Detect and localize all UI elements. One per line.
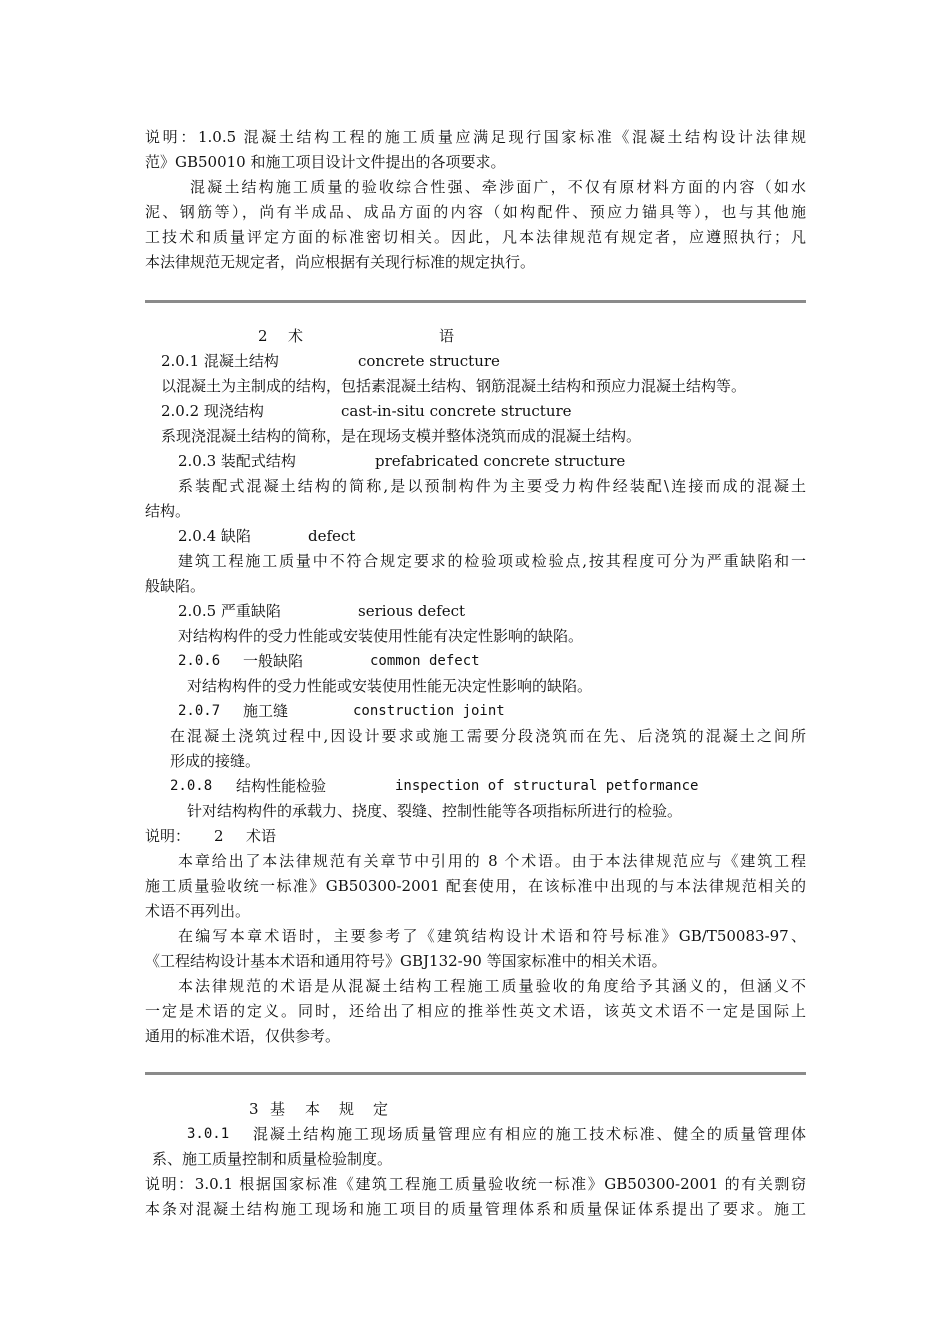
term-2-0-1-definition: 以混凝土为主制成的结构，包括素混凝土结构、钢筋混凝土结构和预应力混凝土结构等。 <box>161 377 747 395</box>
section-divider <box>145 1072 806 1075</box>
note-paragraph-line: 通用的标准术语，仅供参考。 <box>145 1027 341 1045</box>
section-2-heading-char: 术 <box>288 327 304 345</box>
note-section-title: 术语 <box>246 827 277 845</box>
term-2-0-2-definition: 系现浇混凝土结构的简称，是在现场支模并整体浇筑而成的混凝土结构。 <box>161 427 642 445</box>
term-2-0-7-definition-cont: 形成的接缝。 <box>170 752 261 770</box>
term-2-0-8-english: inspection of structural petformance <box>395 778 699 794</box>
paragraph-line: 本法律规范无规定者，尚应根据有关现行标准的规定执行。 <box>145 253 536 271</box>
term-2-0-1-number: 2.0.1 混凝土结构 <box>161 352 279 370</box>
term-2-0-8-chinese: 结构性能检验 <box>236 777 327 795</box>
section-3-heading-char: 规 <box>339 1100 355 1118</box>
term-2-0-4-number: 2.0.4 缺陷 <box>178 527 251 545</box>
note-1-0-5-line-2: 范》GB50010 和施工项目设计文件提出的各项要求。 <box>145 153 506 171</box>
term-2-0-6-definition: 对结构构件的受力性能或安装使用性能无决定性影响的缺陷。 <box>187 677 593 695</box>
term-2-0-4-definition: 建筑工程施工质量中不符合规定要求的检验项或检验点,按其程度可分为严重缺陷和一 <box>178 552 806 570</box>
section-2-heading-char: 语 <box>439 327 455 345</box>
section-3-heading-char: 本 <box>305 1100 321 1118</box>
note-paragraph-line: 在编写本章术语时，主要参考了《建筑结构设计术语和符号标准》GB/T50083-97、 <box>178 927 806 945</box>
section-divider <box>145 300 806 303</box>
term-2-0-2-english: cast-in-situ concrete structure <box>341 402 572 420</box>
section-3-heading-char: 基 <box>270 1100 286 1118</box>
note-paragraph-line: 术语不再列出。 <box>145 902 251 920</box>
clause-3-0-1-text-cont: 系、施工质量控制和质量检验制度。 <box>152 1150 393 1168</box>
term-2-0-3-definition: 系装配式混凝土结构的简称,是以预制构件为主要受力构件经装配\连接而成的混凝土 <box>178 477 806 495</box>
clause-3-0-1-number: 3.0.1 <box>187 1126 230 1142</box>
note-section-number: 2 <box>214 827 224 845</box>
term-2-0-8-definition: 针对结构构件的承载力、挠度、裂缝、控制性能等各项指标所进行的检验。 <box>187 802 683 820</box>
section-3-heading-char: 定 <box>373 1100 389 1118</box>
paragraph-line: 工技术和质量评定方面的标准密切相关。因此，凡本法律规范有规定者，应遵照执行；凡 <box>145 228 806 246</box>
term-2-0-5-english: serious defect <box>358 602 466 620</box>
note-paragraph-line: 《工程结构设计基本术语和通用符号》GBJ132-90 等国家标准中的相关术语。 <box>145 952 667 970</box>
clause-3-0-1-note-cont: 本条对混凝土结构施工现场和施工项目的质量管理体系和质量保证体系提出了要求。施工 <box>145 1200 806 1218</box>
term-2-0-3-english: prefabricated concrete structure <box>375 452 626 470</box>
paragraph-line: 混凝土结构施工质量的验收综合性强、牵涉面广，不仅有原材料方面的内容（如水 <box>190 178 806 196</box>
section-2-number: 2 <box>258 327 268 345</box>
term-2-0-6-english: common defect <box>370 653 480 669</box>
term-2-0-5-number: 2.0.5 严重缺陷 <box>178 602 281 620</box>
term-2-0-6-number: 2.0.6 <box>178 653 221 669</box>
term-2-0-7-definition: 在混凝土浇筑过程中,因设计要求或施工需要分段浇筑而在先、后浇筑的混凝土之间所 <box>170 727 806 745</box>
term-2-0-4-english: defect <box>308 527 356 545</box>
note-label: 说明： <box>145 827 191 845</box>
note-paragraph-line: 本法律规范的术语是从混凝土结构工程施工质量验收的角度给予其涵义的，但涵义不 <box>178 977 806 995</box>
clause-3-0-1-note: 说明：3.0.1 根据国家标准《建筑工程施工质量验收统一标准》GB50300-2001 的有关剽窃 <box>145 1175 806 1193</box>
note-paragraph-line: 施工质量验收统一标准》GB50300-2001 配套使用，在该标准中出现的与本法律规范相关的 <box>145 877 806 895</box>
term-2-0-3-number: 2.0.3 装配式结构 <box>178 452 296 470</box>
term-2-0-3-definition-cont: 结构。 <box>145 502 191 520</box>
term-2-0-2-number: 2.0.2 现浇结构 <box>161 402 264 420</box>
paragraph-line: 泥、钢筋等），尚有半成品、成品方面的内容（如构配件、预应力锚具等），也与其他施 <box>145 203 806 221</box>
term-2-0-5-definition: 对结构构件的受力性能或安装使用性能有决定性影响的缺陷。 <box>178 627 584 645</box>
section-3-number: 3 <box>249 1100 259 1118</box>
term-2-0-1-english: concrete structure <box>358 352 500 370</box>
term-2-0-7-english: construction joint <box>353 703 505 719</box>
term-2-0-7-chinese: 施工缝 <box>243 702 289 720</box>
clause-3-0-1-text: 混凝土结构施工现场质量管理应有相应的施工技术标准、健全的质量管理体 <box>253 1125 806 1143</box>
note-paragraph-line: 一定是术语的定义。同时，还给出了相应的推举性英文术语，该英文术语不一定是国际上 <box>145 1002 806 1020</box>
note-1-0-5-line-1: 说明：1.0.5 混凝土结构工程的施工质量应满足现行国家标准《混凝土结构设计法律规 <box>145 128 806 146</box>
term-2-0-8-number: 2.0.8 <box>170 778 213 794</box>
term-2-0-6-chinese: 一般缺陷 <box>243 652 304 670</box>
term-2-0-4-definition-cont: 般缺陷。 <box>145 577 206 595</box>
note-paragraph-line: 本章给出了本法律规范有关章节中引用的 8 个术语。由于本法律规范应与《建筑工程 <box>178 852 806 870</box>
term-2-0-7-number: 2.0.7 <box>178 703 221 719</box>
